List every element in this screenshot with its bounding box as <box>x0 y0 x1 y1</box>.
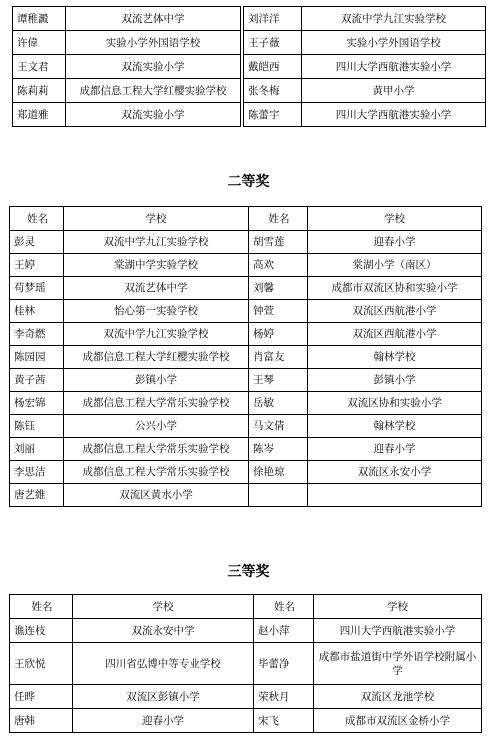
student-name: 荣秋月 <box>254 685 314 709</box>
school-name: 怡心第一实验学校 <box>64 300 249 323</box>
school-name: 迎春小学 <box>308 231 482 254</box>
school-name: 成都信息工程大学红樱实验学校 <box>66 79 241 103</box>
school-name: 成都信息工程大学常乐实验学校 <box>64 461 249 484</box>
student-name: 任晔 <box>10 685 73 709</box>
student-name: 刘洋洋 <box>244 7 302 31</box>
school-name: 四川大学西航港实验小学 <box>314 619 482 643</box>
table-row <box>10 300 482 323</box>
table-row <box>10 323 482 346</box>
student-name: 岳敏 <box>249 392 308 415</box>
school-name: 双流中学九江实验学校 <box>64 323 249 346</box>
table-row <box>13 79 486 103</box>
school-name: 彭镇小学 <box>308 369 482 392</box>
table-row <box>10 619 482 643</box>
school-name: 成都市盐道街中学外语学校附属小学 <box>314 643 482 685</box>
student-name: 戴皑西 <box>244 55 302 79</box>
school-name: 成都信息工程大学常乐实验学校 <box>64 392 249 415</box>
third-prize-title: 三等奖 <box>227 564 270 580</box>
school-name: 成都市双流区金桥小学 <box>314 709 482 733</box>
table-row <box>13 55 486 79</box>
student-name: 毕蕾净 <box>254 643 314 685</box>
school-name: 双流艺体中学 <box>66 7 241 31</box>
student-name: 彭灵 <box>10 231 64 254</box>
student-name: 陈岑 <box>249 438 308 461</box>
table-row <box>10 254 482 277</box>
table-row <box>10 685 482 709</box>
student-name: 李思洁 <box>10 461 64 484</box>
school-name: 成都信息工程大学常乐实验学校 <box>64 438 249 461</box>
school-name: 双流区协和实验小学 <box>308 392 482 415</box>
name-column-header: 姓名 <box>254 595 314 619</box>
name-column-header: 姓名 <box>10 207 64 231</box>
table-row <box>10 438 482 461</box>
school-name: 四川大学西航港实验小学 <box>302 103 486 127</box>
student-name: 徐艳琼 <box>249 461 308 484</box>
school-name: 四川大学西航港实验小学 <box>302 55 486 79</box>
table-row <box>10 346 482 369</box>
school-name: 双流中学九江实验学校 <box>302 7 486 31</box>
table-row <box>13 7 486 31</box>
student-name: 陈园园 <box>10 346 64 369</box>
school-name: 双流区龙池学校 <box>314 685 482 709</box>
student-name: 张冬梅 <box>244 79 302 103</box>
student-name: 王子薇 <box>244 31 302 55</box>
student-name: 唐韩 <box>10 709 73 733</box>
header-row <box>10 595 482 619</box>
school-name: 双流区彭镇小学 <box>73 685 254 709</box>
second-prize-table <box>9 206 482 507</box>
table-row <box>10 231 482 254</box>
school-name: 实验小学外国语学校 <box>66 31 241 55</box>
school-name: 翰林学校 <box>308 346 482 369</box>
student-name: 陈钰 <box>10 415 64 438</box>
student-name: 黄子茜 <box>10 369 64 392</box>
student-name: 陈莉莉 <box>13 79 66 103</box>
school-name: 双流区永安小学 <box>308 461 482 484</box>
table-row <box>10 643 482 685</box>
student-name: 李奇燃 <box>10 323 64 346</box>
school-name: 双流区西航港小学 <box>308 323 482 346</box>
student-name: 杨宏锦 <box>10 392 64 415</box>
school-name: 翰林学校 <box>308 415 482 438</box>
student-name <box>249 484 308 507</box>
school-column-header: 学校 <box>314 595 482 619</box>
student-name: 刘丽 <box>10 438 64 461</box>
student-name: 许偉 <box>13 31 66 55</box>
school-name: 双流实验小学 <box>66 103 241 127</box>
student-name: 高欢 <box>249 254 308 277</box>
name-column-header: 姓名 <box>249 207 308 231</box>
student-name: 赵小萍 <box>254 619 314 643</box>
school-name <box>308 484 482 507</box>
student-name: 郑道雅 <box>13 103 66 127</box>
student-name: 苟梦瑶 <box>10 277 64 300</box>
student-name: 谯连枝 <box>10 619 73 643</box>
table-row <box>10 415 482 438</box>
school-column-header: 学校 <box>64 207 249 231</box>
third-prize-table <box>9 594 482 733</box>
header-row <box>10 207 482 231</box>
school-name: 双流艺体中学 <box>64 277 249 300</box>
student-name: 肖富友 <box>249 346 308 369</box>
table-row <box>10 709 482 733</box>
school-name: 迎春小学 <box>73 709 254 733</box>
school-name: 公兴小学 <box>64 415 249 438</box>
student-name: 胡雪莲 <box>249 231 308 254</box>
school-name: 双流区黄水小学 <box>64 484 249 507</box>
student-name: 陈蕾宇 <box>244 103 302 127</box>
school-name: 双流永安中学 <box>73 619 254 643</box>
student-name: 王婷 <box>10 254 64 277</box>
school-name: 彭镇小学 <box>64 369 249 392</box>
school-name: 双流区西航港小学 <box>308 300 482 323</box>
student-name: 唐艺維 <box>10 484 64 507</box>
school-name: 成都市双流区协和实验小学 <box>308 277 482 300</box>
second-prize-title: 二等奖 <box>227 174 270 190</box>
school-name: 成都信息工程大学红樱实验学校 <box>64 346 249 369</box>
school-name: 黄甲小学 <box>302 79 486 103</box>
school-column-header: 学校 <box>308 207 482 231</box>
first-prize-tail-table <box>12 6 486 127</box>
student-name: 王欣悦 <box>10 643 73 685</box>
student-name: 刘馨 <box>249 277 308 300</box>
table-row <box>10 277 482 300</box>
student-name: 王文君 <box>13 55 66 79</box>
school-name: 双流中学九江实验学校 <box>64 231 249 254</box>
school-name: 棠湖中学实验学校 <box>64 254 249 277</box>
school-name: 实验小学外国语学校 <box>302 31 486 55</box>
table-row <box>10 484 482 507</box>
school-name: 双流实验小学 <box>66 55 241 79</box>
school-column-header: 学校 <box>73 595 254 619</box>
school-name: 四川省弘博中等专业学校 <box>73 643 254 685</box>
student-name: 杨婷 <box>249 323 308 346</box>
table-row <box>13 103 486 127</box>
student-name: 王琴 <box>249 369 308 392</box>
table-row <box>10 461 482 484</box>
table-row <box>10 369 482 392</box>
student-name: 马文倩 <box>249 415 308 438</box>
student-name: 宋飞 <box>254 709 314 733</box>
student-name: 桂林 <box>10 300 64 323</box>
student-name: 钟萱 <box>249 300 308 323</box>
student-name: 谭稚澱 <box>13 7 66 31</box>
name-column-header: 姓名 <box>10 595 73 619</box>
table-row <box>10 392 482 415</box>
table-row <box>13 31 486 55</box>
school-name: 迎春小学 <box>308 438 482 461</box>
school-name: 棠湖小学（南区） <box>308 254 482 277</box>
